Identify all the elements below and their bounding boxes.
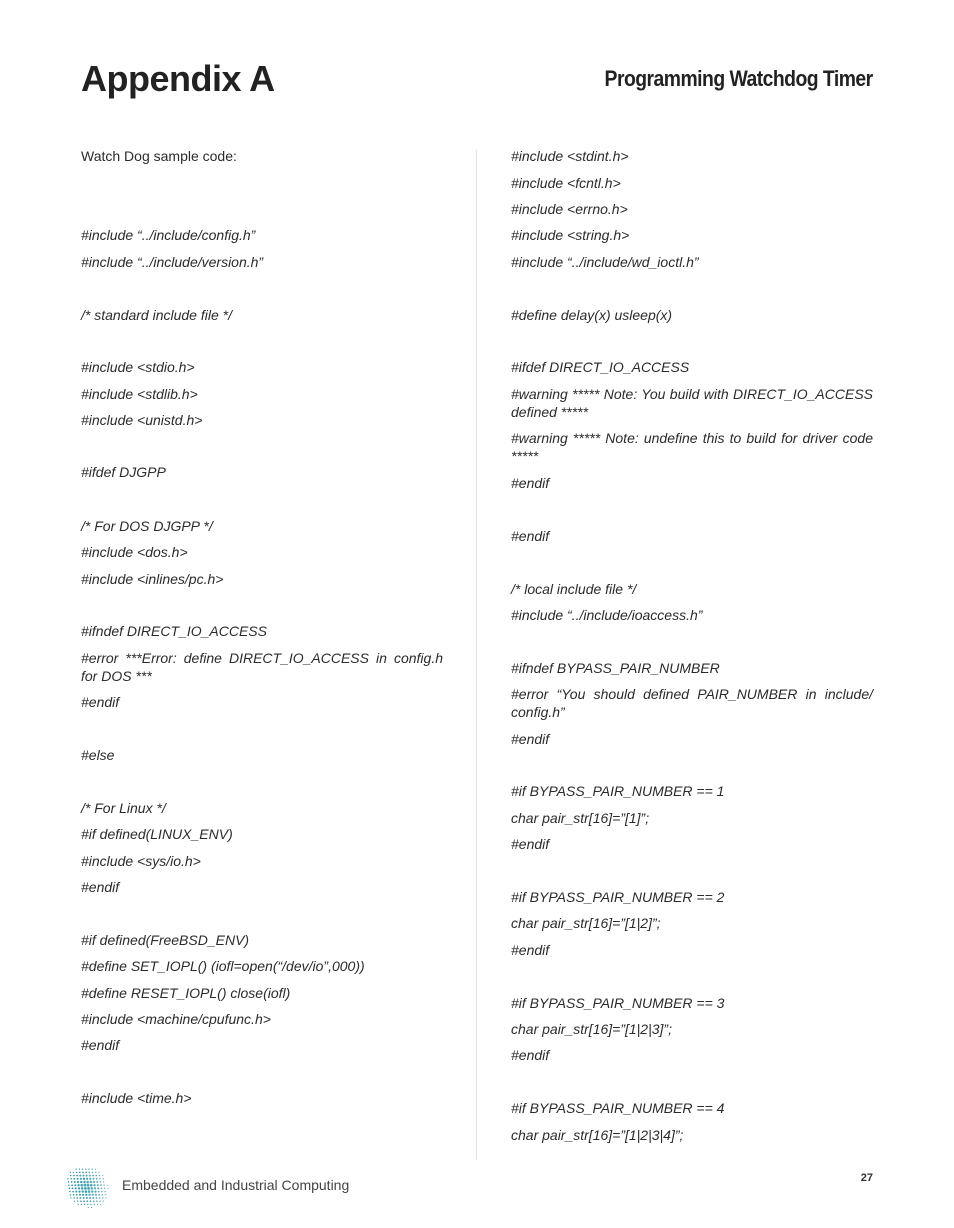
logo-dot — [80, 1184, 83, 1187]
logo-dot — [99, 1175, 100, 1176]
logo-dot — [69, 1191, 70, 1192]
logo-dot — [85, 1190, 88, 1193]
logo-dot — [81, 1204, 82, 1205]
logo-dot — [83, 1178, 85, 1180]
logo-dot — [104, 1188, 106, 1190]
code-line: #ifdef DIRECT_IO_ACCESS — [511, 359, 690, 375]
logo-dot — [88, 1190, 91, 1193]
logo-dot — [90, 1184, 93, 1187]
code-line: #if BYPASS_PAIR_NUMBER == 2 — [511, 889, 725, 905]
code-line: #if BYPASS_PAIR_NUMBER == 4 — [511, 1100, 725, 1116]
logo-dot — [86, 1175, 88, 1177]
logo-dot — [72, 1191, 74, 1193]
logo-dot — [67, 1178, 68, 1179]
logo-dot — [99, 1200, 100, 1201]
logo-dot — [79, 1168, 80, 1169]
logo-dot — [88, 1194, 90, 1196]
logo-dot — [78, 1191, 80, 1193]
logo-dot — [77, 1200, 78, 1201]
logo-dot — [100, 1204, 101, 1205]
logo-dot — [104, 1191, 105, 1192]
logo-dot — [102, 1178, 103, 1179]
logo-dot — [99, 1197, 101, 1199]
logo-dot — [87, 1187, 90, 1190]
logo-dot — [101, 1191, 103, 1193]
logo-dot — [80, 1197, 82, 1199]
code-line: /* local include file */ — [511, 581, 637, 597]
logo-dot — [95, 1169, 96, 1170]
code-line: char pair_str[16]=”[1|2|3]”; — [511, 1021, 672, 1037]
logo-dot — [85, 1172, 87, 1174]
code-line: #include <dos.h> — [81, 544, 188, 560]
code-line: #endif — [511, 942, 550, 958]
logo-dot — [107, 1185, 108, 1186]
logo-dot — [73, 1178, 75, 1180]
footer-company: Embedded and Industrial Computing — [122, 1177, 350, 1193]
logo-dot — [105, 1197, 106, 1198]
logo-dot — [73, 1197, 74, 1198]
logo-dot — [100, 1184, 102, 1186]
logo-dot — [89, 1175, 91, 1177]
logo-dot — [91, 1207, 92, 1208]
code-line: #include <time.h> — [81, 1090, 192, 1106]
logo-dot — [88, 1168, 89, 1169]
logo-dot — [70, 1194, 71, 1195]
logo-dot — [81, 1190, 83, 1192]
section-title: Programming Watchdog Timer — [604, 66, 873, 91]
code-line: char pair_str[16]=”[1|2]”; — [511, 915, 661, 931]
logo-dot — [101, 1188, 103, 1190]
logo-dot — [81, 1187, 84, 1190]
logo-dot — [79, 1194, 81, 1196]
logo-dot — [82, 1175, 84, 1177]
page-number: 27 — [860, 1172, 873, 1184]
code-line: /* For Linux */ — [81, 800, 166, 816]
logo-dot — [75, 1169, 76, 1170]
logo-dot — [84, 1187, 87, 1190]
logo-dot — [93, 1178, 95, 1180]
logo-dot — [96, 1178, 98, 1180]
code-line: #include <string.h> — [511, 227, 630, 243]
logo-dot — [87, 1204, 89, 1206]
code-line: #include <fcntl.h> — [511, 175, 621, 191]
logo-dot — [95, 1172, 96, 1173]
logo-dot — [89, 1197, 91, 1199]
logo-dot — [84, 1204, 85, 1205]
code-line: #include <stdint.h> — [511, 148, 629, 164]
appendix-title: Appendix A — [81, 58, 275, 99]
logo-dot — [89, 1172, 91, 1174]
code-line: #include <stdlib.h> — [81, 386, 198, 402]
logo-dot — [93, 1204, 94, 1205]
code-line: #endif — [511, 836, 550, 852]
logo-dot — [105, 1194, 106, 1195]
code-line: #endif — [81, 694, 120, 710]
logo-dot — [76, 1175, 78, 1177]
logo-dot — [93, 1200, 95, 1202]
code-line: #include <inlines/pc.h> — [81, 571, 224, 587]
code-line: #endif — [511, 1047, 550, 1063]
logo-dot — [92, 1194, 94, 1196]
logo-dot — [74, 1181, 76, 1183]
code-line: #define RESET_IOPL() close(iofl) — [81, 985, 291, 1001]
code-line: char pair_str[16]=”[1|2|3|4]”; — [511, 1127, 684, 1143]
logo-dot — [82, 1194, 84, 1196]
logo-dot — [85, 1194, 87, 1196]
logo-dot — [82, 1168, 83, 1169]
logo-dot — [90, 1181, 92, 1183]
logo-dot — [73, 1194, 75, 1196]
globe-logo-icon — [60, 1164, 112, 1208]
logo-dot — [103, 1181, 104, 1182]
logo-dot — [73, 1172, 74, 1173]
code-line: #endif — [511, 475, 550, 491]
code-line: #error “You should defined PAIR_NUMBER in include/ config.h” — [511, 686, 873, 720]
logo-dot — [95, 1175, 97, 1177]
logo-dot — [76, 1194, 78, 1196]
column-divider — [476, 150, 477, 1160]
logo-dot — [103, 1201, 104, 1202]
logo-dot — [74, 1201, 75, 1202]
code-line: #endif — [511, 528, 550, 544]
code-line: #ifndef BYPASS_PAIR_NUMBER — [511, 660, 720, 676]
logo-dot — [75, 1187, 77, 1189]
logo-dot — [73, 1175, 75, 1177]
code-line: #include “../include/ioaccess.h” — [511, 607, 703, 623]
logo-dot — [94, 1190, 96, 1192]
code-line: #include <errno.h> — [511, 201, 628, 217]
left-column — [81, 0, 443, 1228]
logo-dot — [92, 1197, 94, 1199]
logo-dot — [93, 1181, 95, 1183]
code-line: /* standard include file */ — [81, 307, 232, 323]
logo-dot — [97, 1204, 98, 1205]
logo-dot — [91, 1190, 93, 1192]
logo-dot — [79, 1175, 81, 1177]
logo-dot — [68, 1184, 69, 1185]
logo-dot — [80, 1200, 82, 1202]
code-line: #ifdef DJGPP — [81, 464, 166, 480]
logo-dot — [70, 1197, 71, 1198]
code-line: #include “../include/version.h” — [81, 254, 264, 270]
code-line: #endif — [81, 1037, 120, 1053]
logo-dot — [103, 1184, 105, 1186]
logo-dot — [96, 1200, 98, 1202]
right-column — [511, 0, 873, 1228]
code-line: #warning ***** Note: You build with DIRECT_IO_ACCESS defined ***** — [511, 386, 873, 420]
logo-dot — [77, 1178, 79, 1180]
logo-dot — [70, 1178, 72, 1180]
logo-dot — [93, 1184, 95, 1186]
logo-dot — [76, 1172, 78, 1174]
logo-dot — [102, 1175, 103, 1176]
logo-dot — [86, 1200, 88, 1202]
code-line: #endif — [81, 879, 120, 895]
code-line: #include <stdio.h> — [81, 359, 195, 375]
logo-dot — [71, 1184, 73, 1186]
logo-dot — [91, 1169, 92, 1170]
logo-dot — [71, 1181, 73, 1183]
logo-dot — [89, 1178, 91, 1180]
logo-dot — [83, 1181, 86, 1184]
logo-dot — [90, 1204, 92, 1206]
logo-dot — [91, 1187, 94, 1190]
logo-dot — [84, 1184, 87, 1187]
logo-dot — [86, 1197, 88, 1199]
logo-dot — [83, 1200, 85, 1202]
logo-dot — [98, 1172, 99, 1173]
logo-dot — [97, 1184, 99, 1186]
logo-dot — [92, 1172, 94, 1174]
code-line: #include <sys/io.h> — [81, 853, 201, 869]
logo-dot — [72, 1188, 74, 1190]
logo-dot — [107, 1188, 108, 1189]
logo-dot — [82, 1172, 84, 1174]
logo-dot — [96, 1197, 98, 1199]
logo-dot — [86, 1181, 89, 1184]
logo-dot — [102, 1197, 103, 1198]
logo-dot — [79, 1172, 81, 1174]
code-line: #error ***Error: define DIRECT_IO_ACCESS in config.h for DOS *** — [81, 650, 443, 684]
logo-dot — [78, 1187, 80, 1189]
logo-dot — [96, 1181, 98, 1183]
logo-dot — [86, 1178, 88, 1180]
logo-dot — [70, 1175, 71, 1176]
logo-dot — [102, 1194, 104, 1196]
logo-dot — [100, 1181, 102, 1183]
logo-dot — [97, 1187, 99, 1189]
code-line: Watch Dog sample code: — [81, 148, 237, 164]
logo-dot — [83, 1197, 85, 1199]
code-line: #if BYPASS_PAIR_NUMBER == 3 — [511, 995, 725, 1011]
logo-dot — [90, 1200, 92, 1202]
logo-dot — [76, 1197, 78, 1199]
code-line: #if BYPASS_PAIR_NUMBER == 1 — [511, 783, 725, 799]
code-line: #include “../include/config.h” — [81, 227, 256, 243]
logo-dot — [92, 1175, 94, 1177]
logo-dot — [88, 1207, 89, 1208]
logo-dot — [95, 1194, 97, 1196]
logo-dot — [85, 1168, 86, 1169]
logo-dot — [87, 1184, 90, 1187]
logo-dot — [98, 1191, 100, 1193]
code-line: #include <unistd.h> — [81, 412, 203, 428]
code-line: #else — [81, 747, 115, 763]
logo-dot — [68, 1181, 69, 1182]
code-line: char pair_str[16]=”[1]”; — [511, 810, 650, 826]
code-line: #ifndef DIRECT_IO_ACCESS — [81, 623, 267, 639]
logo-dot — [99, 1178, 101, 1180]
code-line: #include <machine/cpufunc.h> — [81, 1011, 271, 1027]
code-line: #endif — [511, 731, 550, 747]
code-line: #if defined(LINUX_ENV) — [81, 826, 233, 842]
logo-dot — [80, 1181, 82, 1183]
code-line: #warning ***** Note: undefine this to build for driver code ***** — [511, 430, 873, 464]
code-line: #define SET_IOPL() (iofl=open(“/dev/io”,000)) — [81, 958, 365, 974]
code-line: #define delay(x) usleep(x) — [511, 307, 673, 323]
logo-dot — [75, 1191, 77, 1193]
logo-dot — [77, 1181, 79, 1183]
logo-dot — [69, 1188, 70, 1189]
logo-dot — [94, 1187, 96, 1189]
logo-dot — [77, 1184, 79, 1186]
code-line: #if defined(FreeBSD_ENV) — [81, 932, 250, 948]
logo-dot — [80, 1178, 82, 1180]
logo-dot — [78, 1204, 79, 1205]
code-line: #include “../include/wd_ioctl.h” — [511, 254, 699, 270]
logo-dot — [74, 1184, 76, 1186]
code-line: /* For DOS DJGPP */ — [81, 518, 213, 534]
logo-dot — [70, 1172, 71, 1173]
logo-dot — [98, 1194, 100, 1196]
